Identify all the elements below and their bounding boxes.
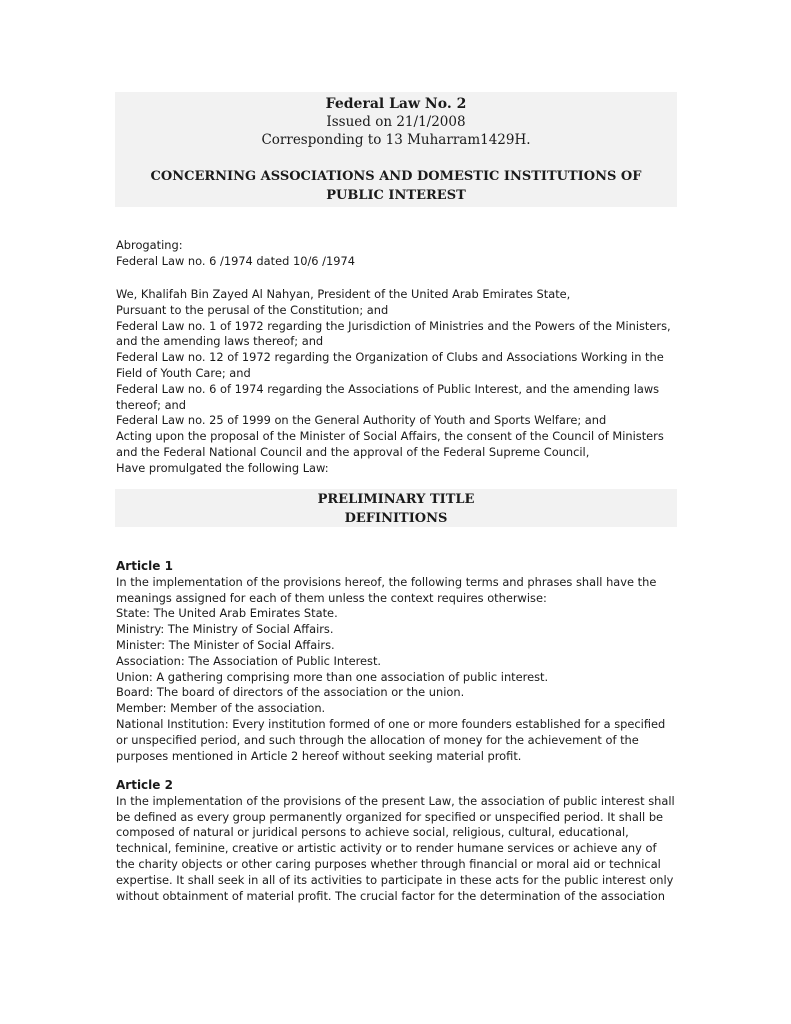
article-2 [116,778,676,904]
definition-line: State: The United Arab Emirates State. [116,606,338,621]
abrogating-label: Abrogating: [116,238,183,252]
preamble-line: We, Khalifah Bin Zayed Al Nahyan, President of the United Arab Emirates State, [116,287,571,301]
abrogating-section [116,238,676,270]
preamble-line: Federal Law no. 12 of 1972 regarding the Organization of Clubs and Associations Working in the Field of Youth Care; and [116,350,664,380]
article-1 [116,559,676,764]
definition-line: Member: Member of the association. [116,701,326,716]
definitions-title: DEFINITIONS [344,511,448,526]
preamble-line: Pursuant to the perusal of the Constitution; and [116,302,389,317]
law-subject: CONCERNING ASSOCIATIONS AND DOMESTIC INSTITUTIONS OF PUBLIC INTEREST [150,169,642,203]
preliminary-title-box [115,489,677,527]
hijri-date: Corresponding to 13 Muharram1429H. [261,132,531,148]
preamble-line: Federal Law no. 1 of 1972 regarding the Jurisdiction of Ministries and the Powers of the Ministers, and the amending laws thereof; and [116,318,671,349]
article-heading: Article 1 [116,559,173,573]
article-heading: Article 2 [116,778,173,792]
law-header-box [115,92,677,207]
preliminary-title: PRELIMINARY TITLE [317,492,475,507]
definition-line: Board: The board of directors of the association or the union. [116,685,465,700]
definition-line: Union: A gathering comprising more than one association of public interest. [116,669,549,684]
preamble-line: Acting upon the proposal of the Minister of Social Affairs, the consent of the Council of Ministers and the Federal National Council and the approval of the Federal Supreme Council, [116,429,664,459]
definition-line: Ministry: The Ministry of Social Affairs. [116,622,334,637]
issue-date: Issued on 21/1/2008 [326,114,466,130]
definition-line: Minister: The Minister of Social Affairs. [116,637,335,652]
article-text: In the implementation of the provisions hereof, the following terms and phrases shall have the meanings assigned for each of them unless the context requires otherwise: [116,574,657,605]
definition-line: National Institution: Every institution formed of one or more founders established for a specified or unspecified period, and such through the allocation of money for the achievement of the purposes mentioned in Article 2 hereof without seeking material profit. [116,716,666,763]
abrogated-law: Federal Law no. 6 /1974 dated 10/6 /1974 [116,253,355,268]
article-text: In the implementation of the provisions of the present Law, the association of public interest shall be defined as every group permanently organized for specified or unspecified period. It shall be composed of natural or juridical persons to achieve social, religious, cultural, educational, technical, feminine, creative or artistic activity or to render humane services or achieve any of the charity objects or other caring purposes whether through financial or moral aid or technical expertise. It shall seek in all of its activities to participate in these acts for the public interest only without obtainment of material profit. The crucial factor for the determination of the association [116,793,675,903]
preamble-line: Federal Law no. 25 of 1999 on the General Authority of Youth and Sports Welfare; and [116,413,607,428]
preamble-line: Have promulgated the following Law: [116,460,329,475]
law-title: Federal Law No. 2 [325,96,467,112]
preamble-section [116,287,676,477]
definition-line: Association: The Association of Public Interest. [116,653,382,668]
preamble-line: Federal Law no. 6 of 1974 regarding the Associations of Public Interest, and the amending laws thereof; and [116,381,660,412]
